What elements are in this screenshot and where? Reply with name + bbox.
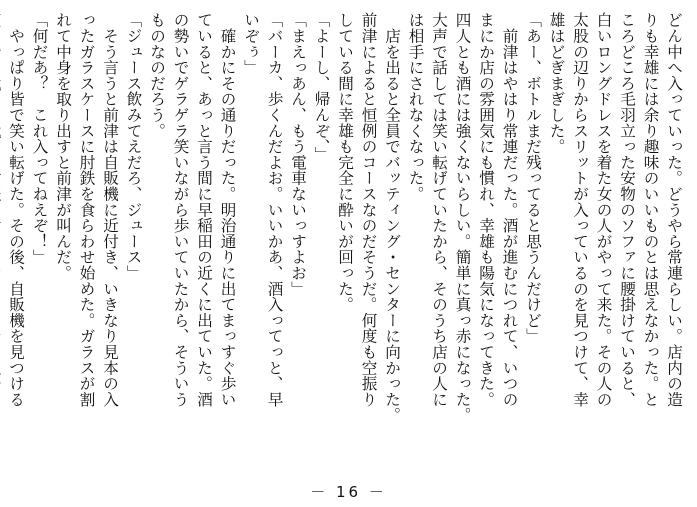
text-line: やっぱり皆で笑い転げた。その後、自販機を見つける [7,12,25,407]
text-line: そう言うと前津は自販機に近付き、いきなり見本の入 [101,12,119,407]
text-line: 雄はどぎまぎした。 [547,12,566,155]
text-line: している間に幸雄も完全に酔いが回った。 [336,12,354,313]
text-line: 「あー、ボトルまだ残ってると思うんだけど」 [524,12,542,344]
text-line: は相手にされなくなった。 [406,12,425,202]
text-line: ものなのだろう。 [148,12,166,139]
text-line: 大声で話しては笑い転げていたから、そのうち店の人に [430,12,448,407]
text-line: ったガラスケースに肘鉄を食らわせ始めた。ガラスが割 [77,12,96,407]
text-line: りも幸雄には余り趣味のいいものとは思えなかった。と [641,12,660,407]
page-number: － 16 － [310,483,387,501]
text-line: 前津はやはり常連だった。酒が進むにつれて、いつの [500,12,519,407]
text-line: の勢いでゲラゲラ笑いながら歩いていたから、そういう [171,12,190,407]
text-line: ていると、あっと言う間に早稲田の近くに出ていた。酒 [195,12,213,407]
text-line: れて中身を取り出すと前津が叫んだ。 [54,12,72,281]
text-line: 白いロングドレスを着た女の人がやって来た。その人の [594,12,613,407]
text-line: 「よーし、帰んぞ、」 [312,12,331,163]
vertical-text-body [0,12,685,472]
text-line: いぞぅ」 [242,12,260,76]
text-line: 「何だあ？ これ入ってねえぞ！」 [30,12,49,265]
text-line [0,12,4,472]
text-line: まにか店の雰囲気にも慣れ、幸雄も陽気になってきた。 [477,12,495,407]
text-line: どん中へ入っていった。どうやら常連らしい。店内の造 [665,12,683,407]
text-line: 確かにその通りだった。明治通りに出てまっすぐ歩い [218,12,237,407]
text-line: ころどころ毛羽立った安物のソファに腰掛けていると、 [618,12,636,407]
text-line: 「まえっあん、もう電車ないっすよお」 [289,12,307,297]
text-line: 前津によると恒例のコースなのだそうだ。何度も空振り [359,12,378,407]
text-line: 四人とも酒には強くないらしい。簡単に真っ赤になった。 [453,12,472,423]
text-line: 店を出ると全員でバッティング・センターに向かった。 [383,12,401,423]
text-line: 「ジュース飲みてえだろ、ジュース」 [124,12,143,281]
text-line: 太股の辺りからスリットが入っているのを見つけて、幸 [571,12,589,407]
text-line: 「バーカ、歩くんだよお。いいかあ、酒入ってっと、早 [265,12,284,407]
